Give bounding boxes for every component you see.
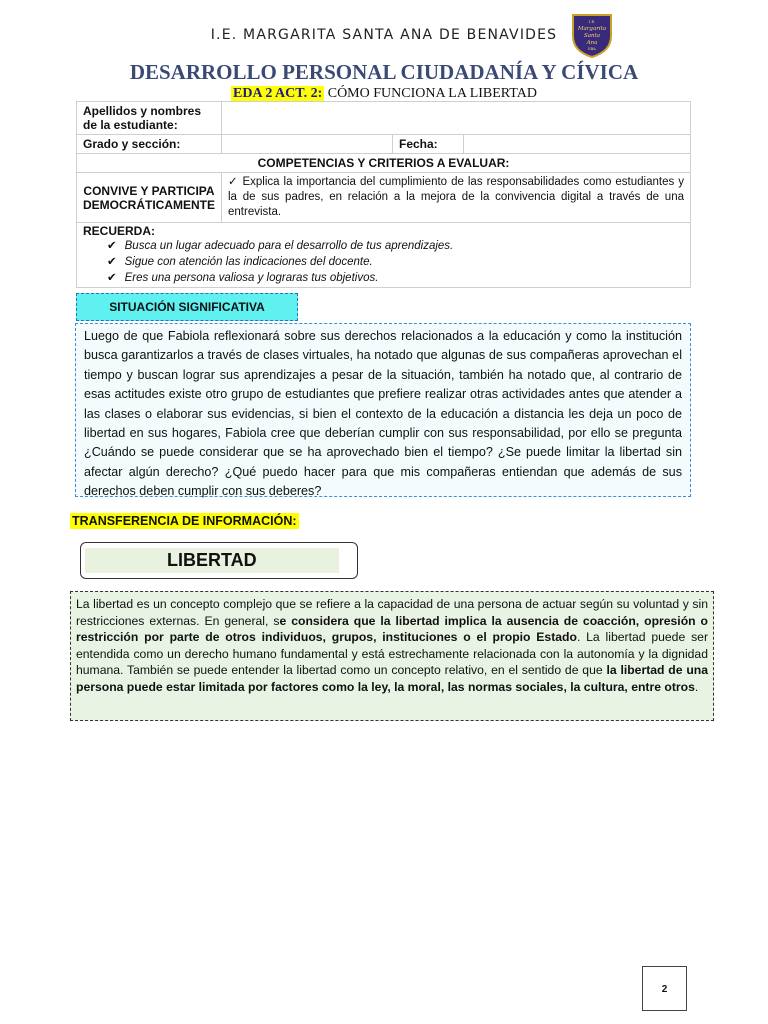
recuerda-row: [77, 223, 691, 288]
logo-text-4: Ana: [586, 40, 598, 46]
definition-text-2: . La libertad puede ser entendida como un derecho humano fundamental y está estrechamente relacionada con la autonomía y la dignidad humana. También se puede entender la libertad como un concepto relativo, en el sentido de que: [76, 630, 709, 678]
recuerda-cell: [77, 223, 691, 288]
name-label: Apellidos y nombres de la estudiante:: [77, 102, 222, 135]
recuerda-label: RECUERDA:: [83, 224, 155, 238]
check-icon: ✔: [107, 240, 117, 252]
competencia-row: [77, 173, 691, 223]
activity-name: CÓMO FUNCIONA LA LIBERTAD: [324, 86, 537, 101]
criterio-text: Explica la importancia del cumplimiento de las responsabilidades como estudiantes y la de sus padres, en relación a la mejora de la convivencia digital a través de una entrevista.: [228, 176, 684, 218]
date-field[interactable]: [464, 135, 691, 154]
check-icon: ✔: [107, 256, 117, 268]
school-crest-logo: [569, 12, 615, 58]
checkmark-icon: ✓: [228, 176, 239, 188]
libertad-definition: [70, 591, 714, 721]
definition-bold-1: e considera que la libertad implica la ausencia de coacción, opresión o restricción por parte de otros individuos, grupos, instituciones o el propio Estado: [76, 613, 708, 645]
definition-bold-2: la libertad de una persona puede estar limitada por factores como la ley, la moral, las normas sociales, la cultura, entre otros: [76, 663, 709, 694]
check-icon: ✔: [107, 272, 117, 284]
recuerda-item: [107, 254, 684, 270]
logo-text-5: EBA: [588, 47, 596, 51]
student-info-table: [76, 101, 691, 288]
recuerda-list: [83, 238, 684, 286]
situacion-text: Luego de que Fabiola reflexionará sobre sus derechos relacionados a la educación y como la institución busca garantizarlos a través de clases virtuales, ha notado que algunas de sus compañeras aprovechan el tiempo y buscan lograr sus aprendizajes a pesar de la situación, también ha notado que, al contrario de esas actitudes existe otro grupo de estudiantes que prefiere realizar otras actividades antes que atender a las clases o elaborar sus evidencias, si bien el contexto de la educación a distancia les deja un poco de libertad en sus hogares, Fabiola cree que deberían cumplir con sus responsabilidad, por ello se pregunta ¿Cuándo se puede considerar que se ha aprovechado bien el tiempo? ¿Se puede limitar la libertad sin afectar algún derecho? ¿Qué puedo hacer para que mis compañeras entiendan que además de sus derechos deben cumplir con sus deberes?: [75, 323, 691, 497]
grade-date-row: [77, 135, 691, 154]
transferencia-label: TRANSFERENCIA DE INFORMACIÓN:: [72, 514, 297, 528]
name-field[interactable]: [222, 102, 691, 135]
definition-text-1: La libertad es un concepto complejo que se refiere a la capacidad de una persona de actuar según su voluntad y sin restricciones externas. En general, s: [76, 597, 708, 628]
date-label: Fecha:: [393, 135, 464, 154]
logo-text-2: Margarita: [577, 26, 607, 32]
libertad-title-box: [80, 542, 358, 579]
logo-text-3: Santa: [583, 33, 601, 39]
competencias-header: COMPETENCIAS Y CRITERIOS A EVALUAR:: [77, 154, 691, 173]
definition-text-3: .: [694, 679, 699, 694]
page-number: 2: [642, 966, 687, 1011]
activity-code: EDA 2 ACT. 2:: [233, 86, 323, 101]
activity-subtitle: [0, 86, 768, 102]
grade-field[interactable]: [222, 135, 393, 154]
name-row: [77, 102, 691, 135]
recuerda-item: [107, 270, 684, 286]
recuerda-item-text: Eres una persona valiosa y lograras tus objetivos.: [124, 272, 379, 284]
logo-text-1: I.E.: [588, 19, 596, 24]
school-name: I.E. MARGARITA SANTA ANA DE BENAVIDES: [210, 27, 558, 43]
recuerda-item: [107, 238, 684, 254]
criterio-cell: [222, 173, 691, 223]
grade-label: Grado y sección:: [77, 135, 222, 154]
competencia-name: CONVIVE Y PARTICIPA DEMOCRÁTICAMENTE: [77, 173, 222, 223]
page-title: DESARROLLO PERSONAL CIUDADANÍA Y CÍVICA: [129, 60, 639, 84]
situacion-label: SITUACIÓN SIGNIFICATIVA: [76, 293, 298, 321]
recuerda-item-text: Sigue con atención las indicaciones del docente.: [124, 256, 373, 268]
libertad-title: LIBERTAD: [85, 548, 339, 573]
recuerda-item-text: Busca un lugar adecuado para el desarrollo de tus aprendizajes.: [124, 240, 454, 252]
competencias-header-row: [77, 154, 691, 173]
